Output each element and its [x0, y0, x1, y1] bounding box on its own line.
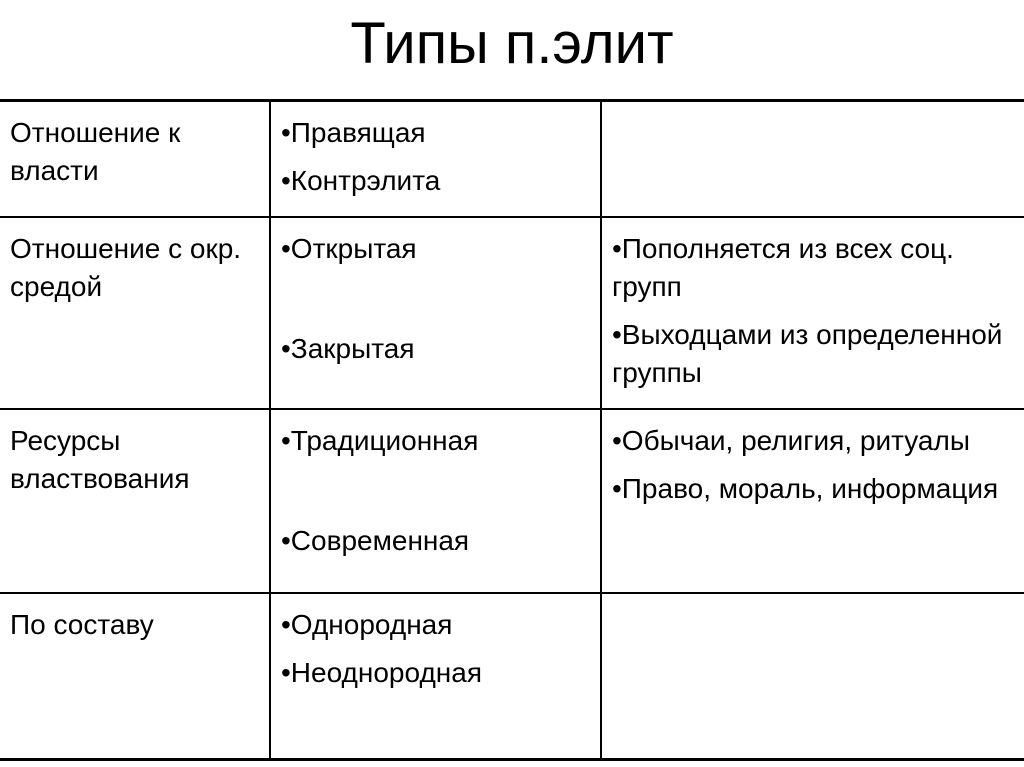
- type-item: •Открытая: [281, 233, 417, 264]
- criterion-label: Отношение к власти: [10, 117, 181, 186]
- type-item: •Неоднородная: [281, 657, 482, 688]
- criterion-cell: [0, 409, 270, 593]
- slide-title: Типы п.элит: [350, 11, 674, 76]
- criterion-label: Отношение с окр. средой: [10, 233, 242, 302]
- elite-types-table: [0, 99, 1024, 761]
- description-cell: [601, 217, 1024, 409]
- description-item: •Выходцами из определенной группы: [612, 319, 1003, 388]
- types-cell: [270, 101, 601, 218]
- description-item: •Пополняется из всех соц. групп: [612, 233, 954, 302]
- type-item: •Традиционная: [281, 425, 479, 456]
- types-cell: [270, 409, 601, 593]
- types-cell: [270, 217, 601, 409]
- description-item: •Обычаи, религия, ритуалы: [612, 425, 970, 456]
- criterion-cell: [0, 101, 270, 218]
- types-cell: [270, 593, 601, 759]
- description-cell: [601, 101, 1024, 218]
- criterion-cell: [0, 217, 270, 409]
- description-cell: [601, 593, 1024, 759]
- table-row: [0, 217, 1024, 409]
- criterion-label: По составу: [10, 609, 154, 640]
- criterion-label: Ресурсы властвования: [10, 425, 190, 494]
- type-item: •Закрытая: [281, 333, 415, 364]
- description-cell: [601, 409, 1024, 593]
- table-row: [0, 593, 1024, 759]
- type-item: •Современная: [281, 525, 470, 556]
- table-row: [0, 409, 1024, 593]
- criterion-cell: [0, 593, 270, 759]
- description-item: •Право, мораль, информация: [612, 473, 999, 504]
- type-item: •Однородная: [281, 609, 453, 640]
- table-row: [0, 101, 1024, 218]
- type-item: •Правящая: [281, 117, 426, 148]
- type-item: •Контрэлита: [281, 165, 441, 196]
